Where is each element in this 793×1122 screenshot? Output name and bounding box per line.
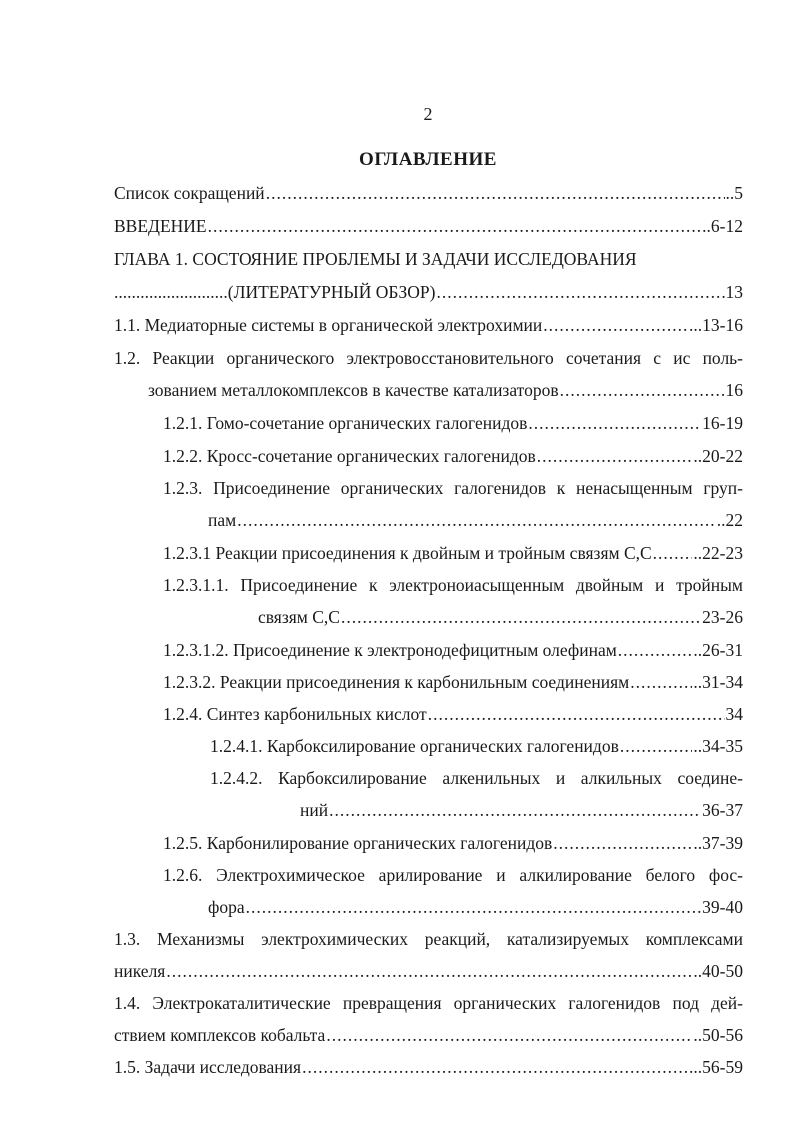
- toc-entry-text: ГЛАВА 1. СОСТОЯНИЕ ПРОБЛЕМЫ И ЗАДАЧИ ИССЛЕДОВАНИЯ: [114, 249, 637, 269]
- toc-entry-page: ...56-59: [689, 1057, 743, 1077]
- dot-leader: [618, 639, 693, 661]
- toc-entry-abbreviations: [114, 182, 743, 204]
- dot-leader: [620, 735, 693, 757]
- toc-entry-1-2-3-1: [163, 542, 743, 564]
- dot-leader: [329, 799, 701, 821]
- toc-entry-text: 1.2.4.2. Карбоксилирование алкенильных и алкильных соедине-: [210, 768, 743, 788]
- page-number: 2: [423, 104, 433, 124]
- dot-leader: [266, 182, 725, 204]
- toc-entry-text: 1.2.3.1.1. Присоединение к электроноиасыщенным двойным и тройным: [163, 575, 743, 595]
- toc-entry-page: ..37-39: [693, 833, 743, 853]
- toc-entry-text: пам: [208, 510, 237, 530]
- toc-entry-text: 1.2.3.1.2. Присоединение к электронодефицитным олефинам: [163, 640, 617, 660]
- toc-entry-page: ..20-22: [693, 446, 743, 466]
- toc-entry-1-2-4-2-cont: [300, 799, 743, 821]
- toc-entry-text: 1.5. Задачи исследования: [114, 1057, 302, 1077]
- toc-entry-1-4-cont: [114, 1024, 743, 1046]
- toc-entry-text: 1.2.6. Электрохимическое арилирование и алкилирование белого фос-: [163, 865, 743, 885]
- dot-leader: [246, 896, 702, 918]
- toc-entry-1-5: [114, 1056, 743, 1078]
- toc-entry-1-2-6-cont: [208, 896, 743, 918]
- toc-entry-text: 1.2.2. Кросс-сочетание органических галогенидов: [163, 446, 536, 466]
- toc-heading: ОГЛАВЛЕНИЕ: [359, 149, 497, 170]
- toc-entry-1-2-5: [163, 832, 743, 854]
- toc-entry-page: ..26-31: [693, 640, 743, 660]
- dot-leader: [543, 314, 688, 336]
- toc-entry-page: 34: [725, 704, 743, 724]
- toc-entry-text: 1.1. Медиаторные системы в органической электрохимии: [114, 315, 543, 335]
- toc-entry-text: фора: [208, 897, 245, 917]
- toc-entry-1-2-3-1-2: [163, 639, 743, 661]
- toc-entry-text: ВВЕДЕНИЕ: [114, 216, 207, 236]
- dot-leader: [560, 379, 725, 401]
- toc-entry-1-2-3-1-1: [163, 574, 743, 596]
- toc-entry-page: 16: [725, 380, 743, 400]
- dot-leader: [553, 832, 692, 854]
- toc-entry-text: 1.2.4.1. Карбоксилирование органических галогенидов: [210, 736, 619, 756]
- toc-entry-text: никеля: [114, 961, 166, 981]
- toc-entry-page: ...13-16: [689, 315, 743, 335]
- toc-entry-page: ..50-56: [693, 1025, 743, 1045]
- toc-entry-page: ..31-34: [693, 672, 743, 692]
- toc-entry-1-4: [114, 992, 743, 1014]
- dot-leader: [653, 542, 693, 564]
- toc-entry-1-2-4-2: [210, 767, 743, 789]
- toc-entry-text: 1.2.5. Карбонилирование органических галогенидов: [163, 833, 553, 853]
- toc-entry-introduction: [114, 215, 743, 237]
- dot-leader: [208, 215, 702, 237]
- toc-entry-1-2-3: [163, 477, 743, 499]
- dot-leader: [528, 412, 701, 434]
- toc-entry-text: ..(ЛИТЕРАТУРНЫЙ ОБЗОР): [219, 282, 436, 302]
- dot-leader: [302, 1056, 688, 1078]
- toc-entry-text: 1.2.4. Синтез карбонильных кислот: [163, 704, 427, 724]
- toc-entry-text: ний: [300, 800, 329, 820]
- toc-entry-1-2-3-2: [163, 671, 743, 693]
- toc-entry-page: ..6-12: [702, 216, 743, 236]
- toc-entry-1-2-cont: [148, 379, 743, 401]
- toc-entry-page: ..22-23: [693, 543, 743, 563]
- toc-entry-text: 1.2. Реакции органического электровосстановительного сочетания с ис поль-: [114, 348, 743, 368]
- dot-leader: [166, 960, 692, 982]
- dot-leader: [428, 703, 725, 725]
- toc-entry-1-2-4: [163, 703, 743, 725]
- toc-entry-1-2-1: [163, 412, 743, 434]
- dot-leader: [237, 509, 716, 531]
- toc-entry-page: 16-19: [702, 413, 743, 433]
- toc-entry-page: 39-40: [702, 897, 743, 917]
- toc-entry-text: 1.2.1. Гомо-сочетание органических галогенидов: [163, 413, 528, 433]
- toc-entry-text: связям С,С: [258, 607, 340, 627]
- toc-entry-text: 1.4. Электрокаталитические превращения органических галогенидов под дей-: [114, 993, 743, 1013]
- toc-entry-page: ..40-50: [693, 961, 743, 981]
- toc-entry-prefix: ........................: [114, 282, 219, 302]
- toc-entry-text: 1.2.3.2. Реакции присоединения к карбонильным соединениям: [163, 672, 630, 692]
- toc-entry-page: ..22: [716, 510, 743, 530]
- toc-entry-1-2-3-1-1-cont: [258, 606, 743, 628]
- toc-entry-text: зованием металлокомплексов в качестве катализаторов: [148, 380, 559, 400]
- toc-entry-text: 1.2.3. Присоединение органических галогенидов к ненасыщенным груп-: [163, 478, 743, 498]
- toc-entry-1-2-6: [163, 864, 743, 886]
- toc-entry-1-2-3-cont: [208, 509, 743, 531]
- toc-entry-1-2-2: [163, 445, 743, 467]
- toc-entry-page: 23-26: [702, 607, 743, 627]
- toc-entry-page: 13: [725, 282, 743, 302]
- toc-entry-1-3-cont: [114, 960, 743, 982]
- dot-leader: [326, 1024, 692, 1046]
- toc-entry-text: ствием комплексов кобальта: [114, 1025, 326, 1045]
- toc-entry-1-1: [114, 314, 743, 336]
- toc-entry-1-2: [114, 347, 743, 369]
- dot-leader: [436, 281, 724, 303]
- toc-entry-text: Список сокращений: [114, 183, 265, 203]
- toc-entry-chapter-1-cont: [114, 281, 743, 303]
- toc-entry-page: 36-37: [702, 800, 743, 820]
- toc-entry-1-2-4-1: [210, 735, 743, 757]
- dot-leader: [630, 671, 692, 693]
- toc-entry-page: ..34-35: [693, 736, 743, 756]
- toc-entry-text: 1.3. Механизмы электрохимических реакций, катализируемых комплексами: [114, 929, 743, 949]
- dot-leader: [537, 445, 693, 467]
- toc-entry-1-3: [114, 928, 743, 950]
- toc-entry-text: 1.2.3.1 Реакции присоединения к двойным и тройным связям С,С: [163, 543, 652, 563]
- toc-entry-page: ..5: [725, 183, 743, 203]
- toc-entry-chapter-1: [114, 248, 743, 270]
- dot-leader: [341, 606, 701, 628]
